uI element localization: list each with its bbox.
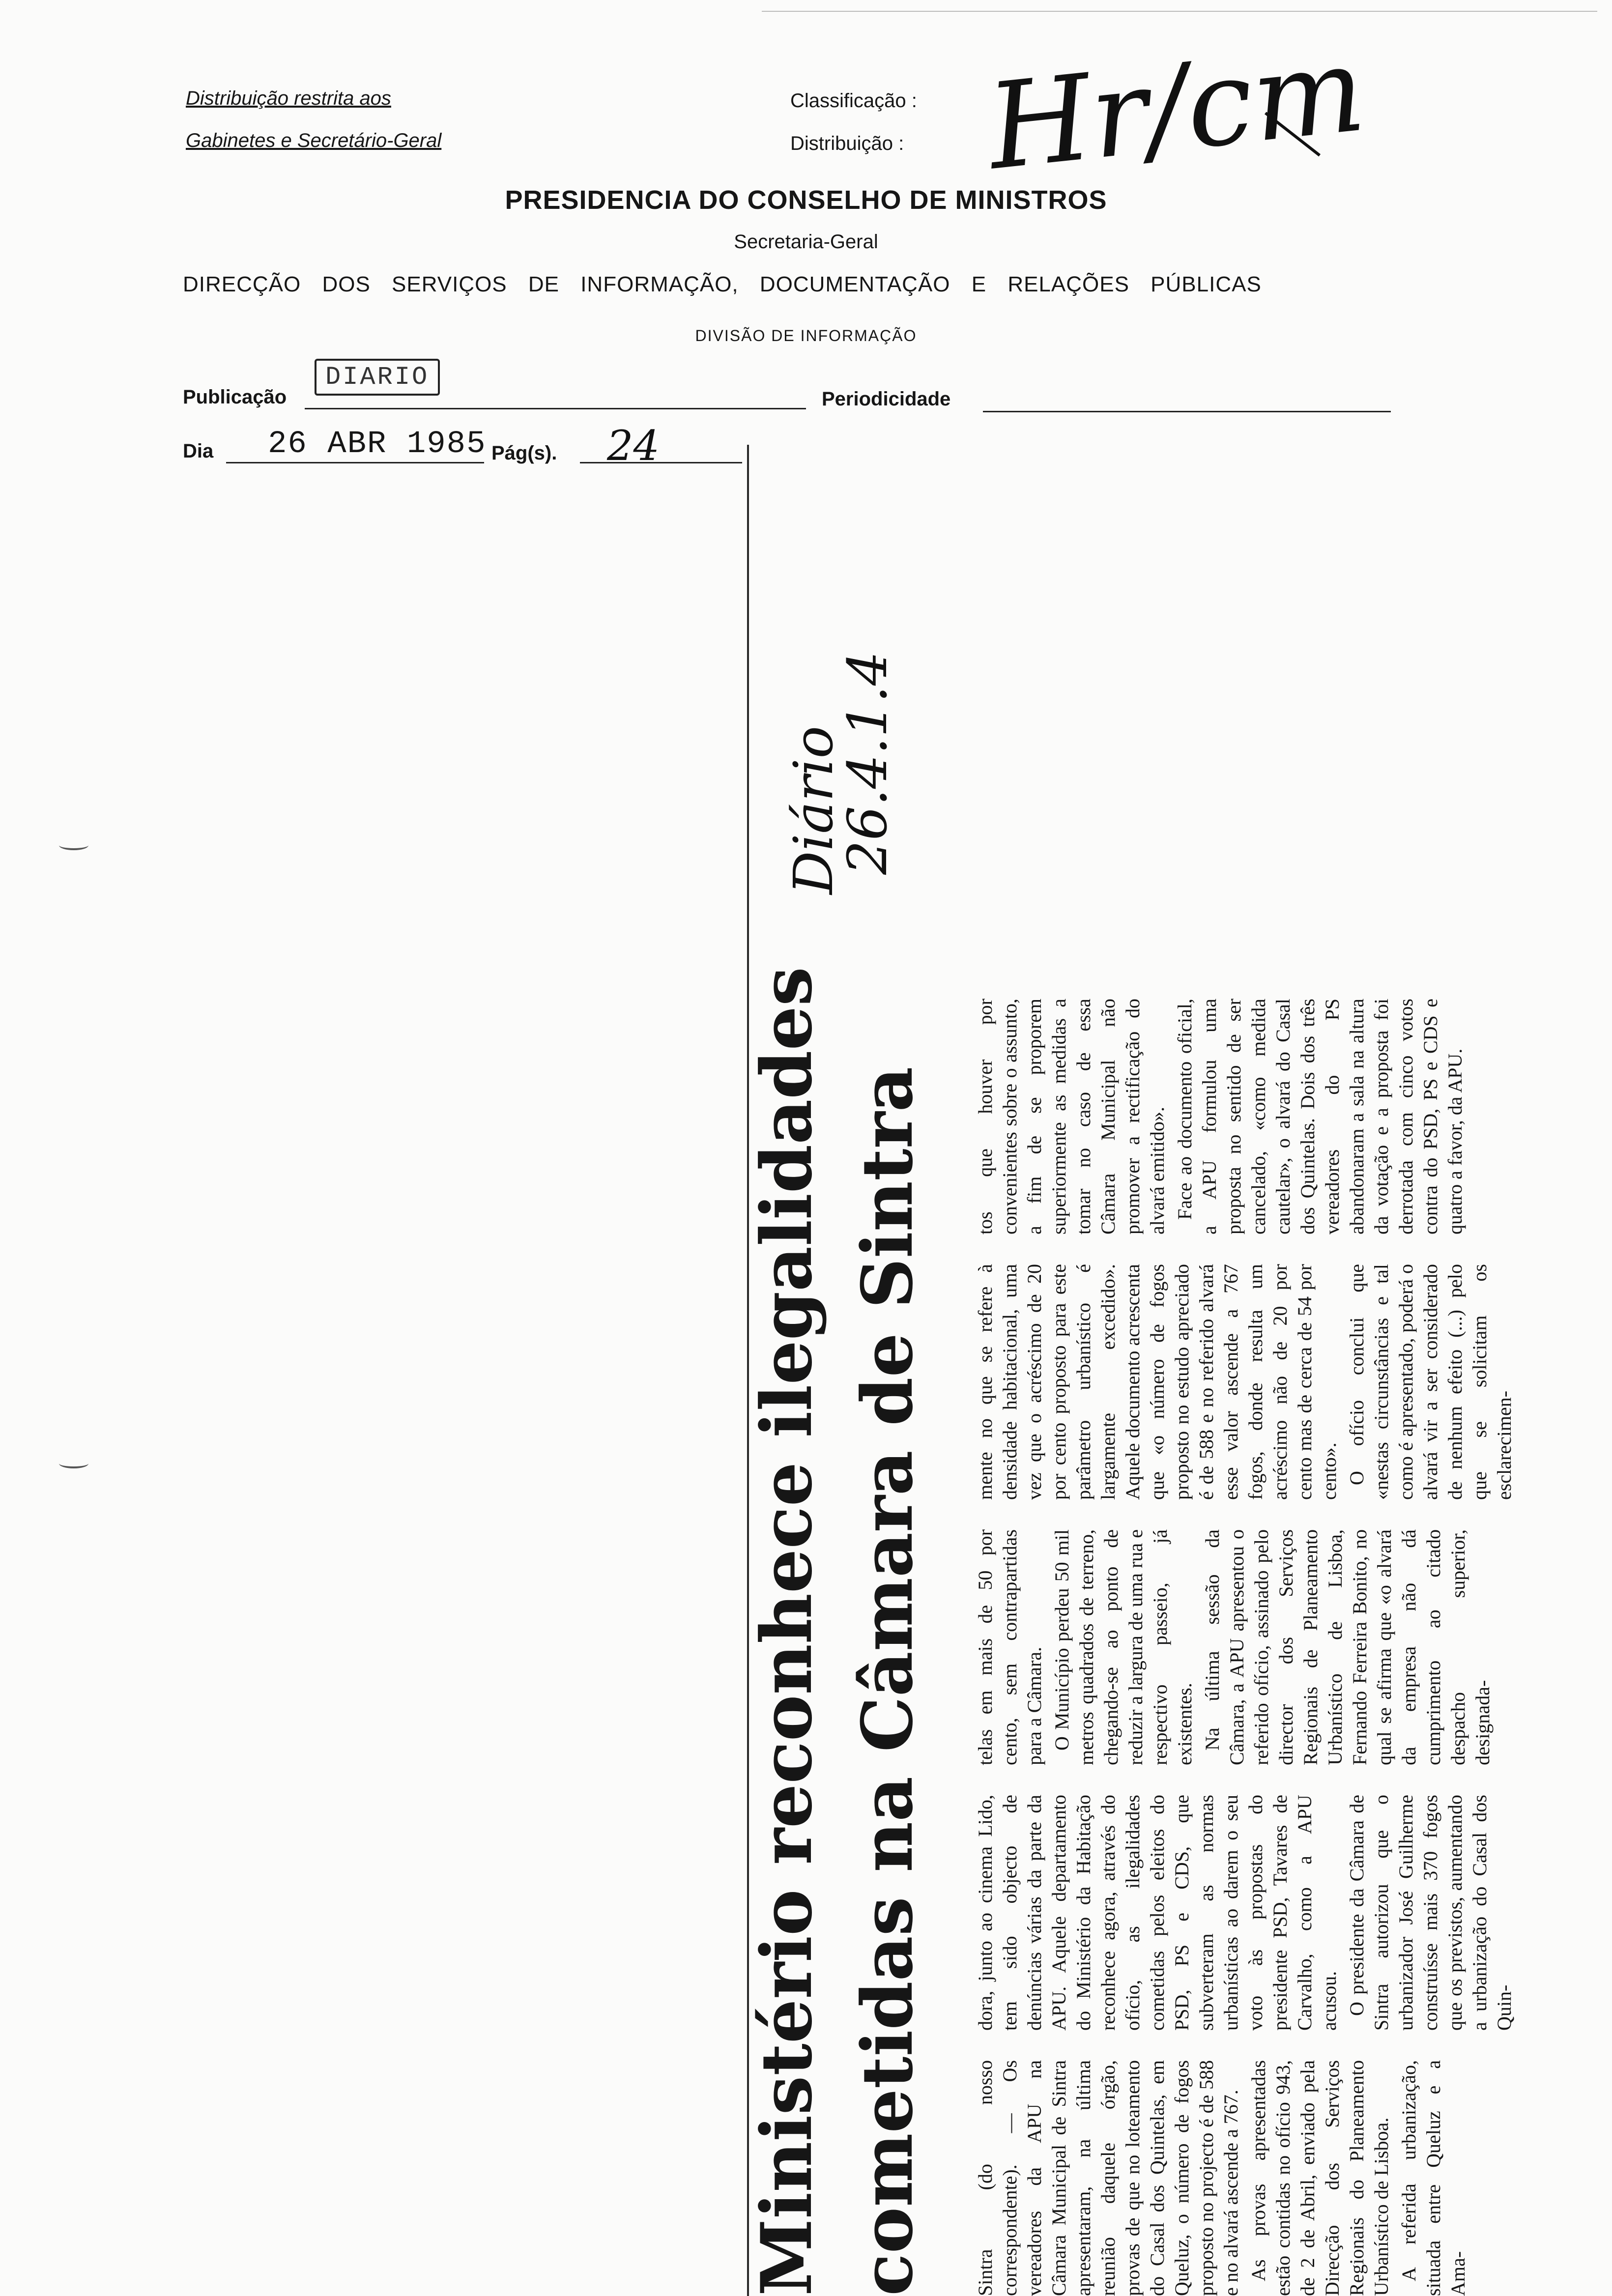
article-column-5 bbox=[973, 999, 1470, 1234]
presidency-title: PRESIDENCIA DO CONSELHO DE MINISTROS bbox=[505, 185, 1107, 215]
article-paragraph: telas em mais de 50 por cento, sem contrapartidas para a Câmara. bbox=[974, 1529, 1045, 1765]
distribution-note-line2: Gabinetes e Secretário-Geral bbox=[186, 130, 442, 151]
article-paragraph: Sintra (do nosso correspondente). — Os vereadores da APU na Câmara Municipal de Sintra apresentaram, na última reunião daquele órgão, provas de que no loteamento do Casal dos Quintelas, em Queluz, o número de fogos proposto no projecto é de 588 e no alvará ascende a 767. bbox=[974, 2060, 1242, 2296]
archive-note-line2: 26.4.1.4 bbox=[836, 651, 899, 875]
article-paragraph: As provas apresentadas estão contidas no ofício 943, de 2 de Abril, enviado pela Direcção dos Serviços Regionais do Planeamento Urbanístico de Lisboa. bbox=[1247, 2060, 1392, 2296]
article-column-4 bbox=[973, 1264, 1520, 1500]
article-headline-line2: cometidas na Câmara de Sintra bbox=[847, 1066, 928, 2296]
top-edge-line bbox=[762, 11, 1597, 12]
pages-handwritten-value: 24 bbox=[607, 422, 660, 470]
article-paragraph: O Município perdeu 50 mil metros quadrados de terreno, chegando-se ao ponto de reduzir a largura de uma rua e respectivo passeio, já existentes. bbox=[1051, 1529, 1196, 1765]
article-paragraph: A referida urbanização, situada entre Queluz e a Ama- bbox=[1398, 2060, 1469, 2296]
margin-mark bbox=[59, 840, 88, 850]
day-underline bbox=[226, 462, 484, 463]
publication-stamp: DIARIO bbox=[315, 359, 440, 396]
periodicity-underline bbox=[983, 411, 1391, 412]
article-paragraph: mente no que se refere à densidade habitacional, uma vez que o acréscimo de 20 por cento proposto para este parâmetro urbanístico é largamente excedido». Aquele documento acrescenta que «o número de fogos proposto no estudo apreciado é de 588 e no referido alvará esse valor ascende a 767 fogos, donde resulta um acréscimo não de 20 por cento mas de cerca de 54 por cento». bbox=[974, 1264, 1340, 1500]
article-paragraph: Na última sessão da Câmara, a APU apresentou o referido ofício, assinado pelo director dos Serviços Regionais de Planeamento Urbanístico de Lisboa, Fernando Ferreira Bonito, no qual se afirma que «o alvará da empresa não dá cumprimento ao citado despacho superior, designada- bbox=[1201, 1529, 1494, 1765]
periodicity-label: Periodicidade bbox=[822, 388, 951, 410]
day-stamp: 26 ABR 1985 bbox=[268, 427, 487, 462]
handwritten-initials: Hr/cm bbox=[981, 20, 1371, 197]
secretariat-title: Secretaria-Geral bbox=[734, 231, 878, 253]
article-paragraph: Face ao documento oficial, a APU formulou uma proposta no sentido de ser cancelado, «como medida cautelar», o alvará do Casal dos Quintelas. Dois dos três vereadores do PS abandonaram a sala na altura da votação e a proposta foi derrotada com cinco votos contra do PSD, PS e CDS e quatro a favor, da APU. bbox=[1174, 999, 1466, 1234]
margin-mark bbox=[59, 1459, 88, 1468]
distribution-label: Distribuição : bbox=[790, 133, 904, 154]
distribution-note-line1: Distribuição restrita aos bbox=[186, 87, 391, 109]
article-paragraph: tos que houver por convenientes sobre o assunto, a fim de se proporem superiormente as medidas a tomar no caso de essa Câmara Municipal não promover a rectificação do alvará emitido». bbox=[974, 999, 1168, 1234]
day-label: Dia bbox=[183, 440, 214, 462]
pages-label: Pág(s). bbox=[491, 442, 557, 464]
division-title: DIVISÃO DE INFORMAÇÃO bbox=[695, 327, 917, 344]
article-column-1 bbox=[973, 2060, 1473, 2296]
publication-label: Publicação bbox=[183, 386, 287, 408]
article-paragraph: O ofício conclui que «nestas circunstâncias e tal como é apresentado, poderá o alvará vir a ser considerado de nenhum efeito (...) pelo que se solicitam os esclarecimen- bbox=[1346, 1264, 1515, 1500]
directorate-title: DIRECÇÃO DOS SERVIÇOS DE INFORMAÇÃO, DOCUMENTAÇÃO E RELAÇÕES PÚBLICAS bbox=[183, 272, 1262, 296]
article-headline-line1: Ministério reconhece ilegalidades bbox=[746, 967, 828, 2296]
article-paragraph: O presidente da Câmara de Sintra autorizou que o urbanizador José Guilherme construísse mais 370 fogos que os previstos, aumentando a urbanização do Casal dos Quin- bbox=[1346, 1795, 1515, 2031]
classification-label: Classificação : bbox=[790, 90, 917, 112]
article-paragraph: dora, junto ao cinema Lido, tem sido objecto de denúncias várias da parte da APU. Aquele departamento do Ministério da Habitação reconhece agora, através do ofício, as ilegalidades cometidas pelos eleitos do PSD, PS e CDS, que subverteram as normas urbanísticas ao darem o seu voto às propostas do presidente PSD, Tavares de Carvalho, como a APU acusou. bbox=[974, 1795, 1340, 2031]
article-column-3 bbox=[973, 1529, 1498, 1765]
article-column-2 bbox=[973, 1795, 1520, 2031]
pages-underline bbox=[580, 462, 742, 463]
publication-underline bbox=[305, 408, 806, 409]
news-article bbox=[742, 445, 1548, 2296]
archive-note-line1: Diário bbox=[782, 726, 845, 894]
